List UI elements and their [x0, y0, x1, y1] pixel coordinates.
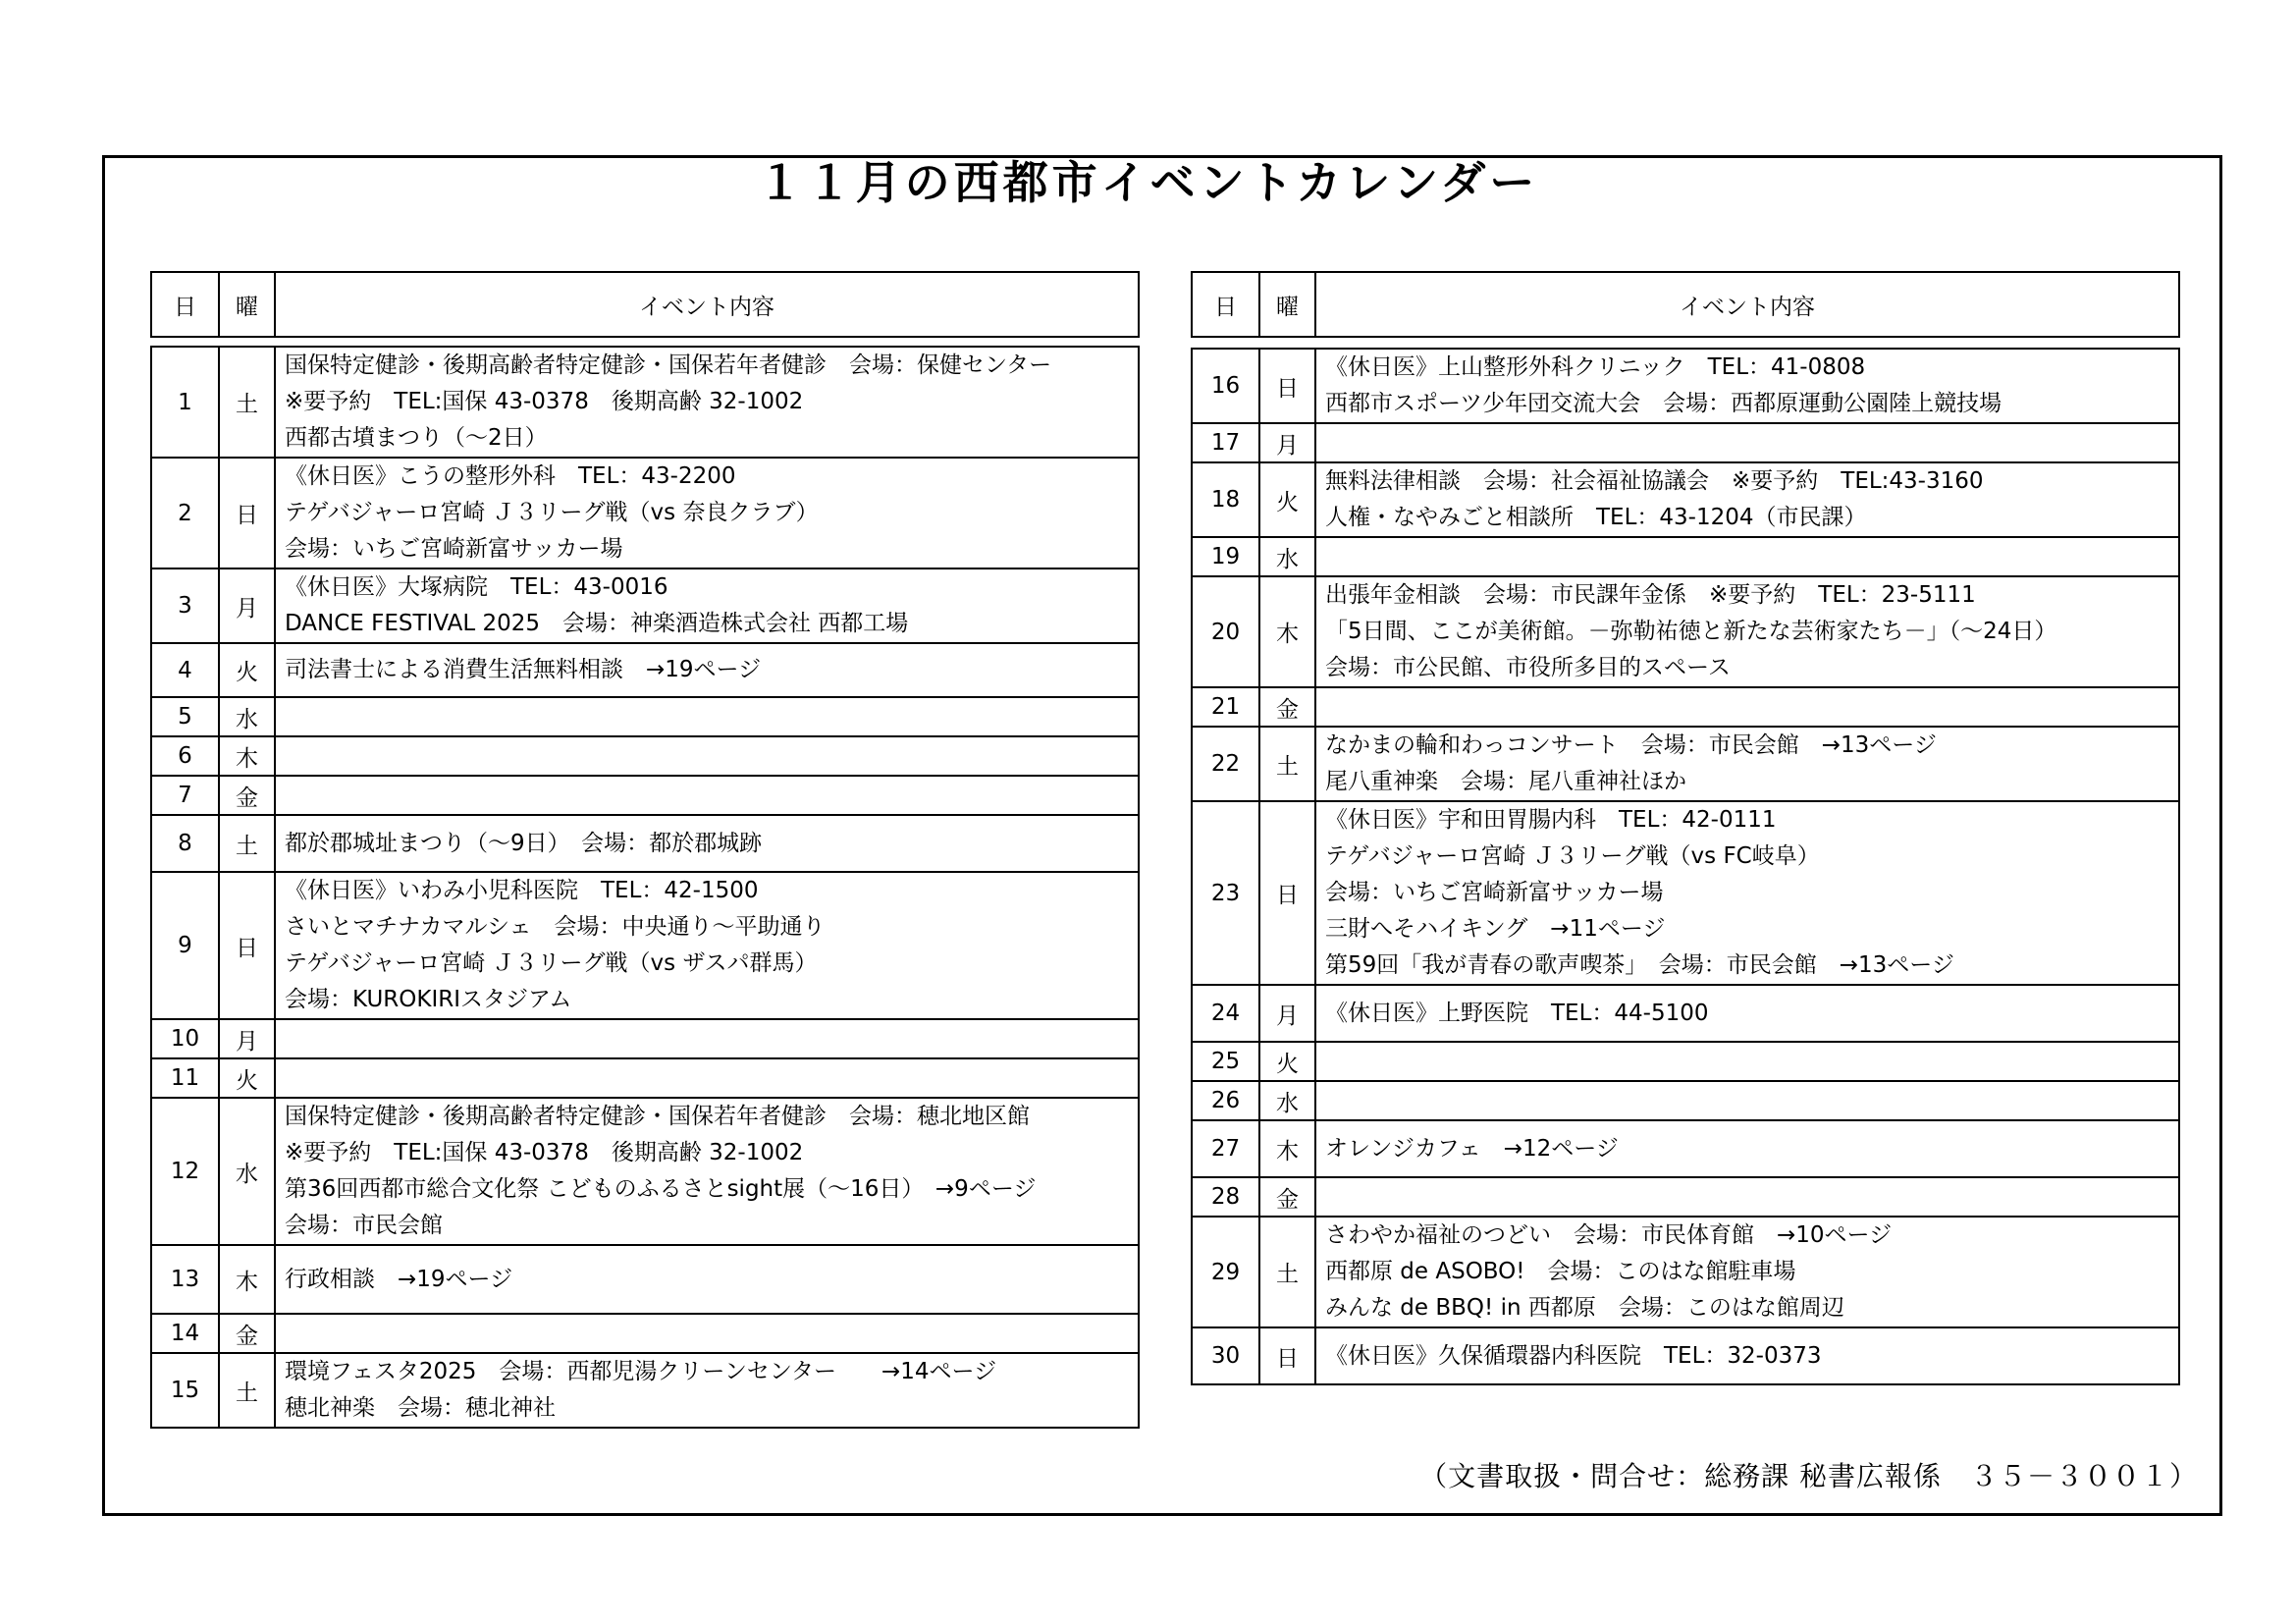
- event-line: 国保特定健診・後期高齢者特定健診・国保若年者健診 会場：穂北地区館: [285, 1104, 1030, 1129]
- weekday: 土: [219, 815, 275, 872]
- event-line: 《休日医》大塚病院 TEL：43-0016: [285, 574, 668, 600]
- event-line: テゲバジャーロ宮崎 Ｊ３リーグ戦（vs ザスパ群馬）: [285, 950, 818, 976]
- event-cell: [275, 1019, 1139, 1058]
- header-gap-row: [1192, 337, 2179, 349]
- event-line: 出張年金相談 会場：市民課年金係 ※要予約 TEL：23-5111: [1325, 582, 1976, 608]
- header-day: 日: [1192, 272, 1259, 337]
- event-cell: [1315, 985, 2179, 1042]
- header-weekday: 曜: [1259, 272, 1315, 337]
- day-number: 10: [151, 1019, 219, 1058]
- contact-footer: （文書取扱・問合せ：総務課 秘書広報係 ３５－３００１）: [1419, 1460, 2198, 1492]
- day-number: 13: [151, 1245, 219, 1314]
- weekday: 水: [1259, 1081, 1315, 1120]
- day-number: 3: [151, 568, 219, 643]
- event-cell: [1315, 349, 2179, 423]
- weekday: 日: [219, 458, 275, 568]
- event-cell: [275, 458, 1139, 568]
- day-number: 2: [151, 458, 219, 568]
- header-gap: [1192, 337, 2179, 349]
- day-number: 1: [151, 347, 219, 458]
- table-row: [151, 643, 1139, 697]
- event-line: ※要予約 TEL:国保 43-0378 後期高齢 32-1002: [285, 1140, 804, 1165]
- weekday: 土: [1259, 1217, 1315, 1327]
- event-cell: [1315, 423, 2179, 462]
- event-cell: [275, 347, 1139, 458]
- day-number: 21: [1192, 687, 1259, 727]
- table-row: [151, 697, 1139, 736]
- weekday: 日: [219, 872, 275, 1019]
- event-cell: [1315, 462, 2179, 537]
- event-line: 無料法律相談 会場：社会福祉協議会 ※要予約 TEL:43-3160: [1325, 468, 1984, 494]
- calendar-table-left: [150, 271, 1140, 1429]
- event-line: みんな de BBQ! in 西都原 会場：このはな館周辺: [1325, 1295, 1844, 1321]
- day-number: 30: [1192, 1327, 1259, 1384]
- day-number: 11: [151, 1058, 219, 1098]
- day-number: 16: [1192, 349, 1259, 423]
- event-line: 《休日医》上野医院 TEL：44-5100: [1325, 1000, 1709, 1026]
- event-line: 行政相談 →19ページ: [285, 1266, 513, 1292]
- table-row: [151, 1353, 1139, 1428]
- day-number: 19: [1192, 537, 1259, 576]
- table-row: [151, 458, 1139, 568]
- table-row: [1192, 801, 2179, 985]
- table-row: [151, 1058, 1139, 1098]
- event-line: 「5日間、ここが美術館。－弥勒祐徳と新たな芸術家たち－」（～24日）: [1325, 619, 2057, 644]
- event-cell: [275, 568, 1139, 643]
- weekday: 水: [219, 1098, 275, 1245]
- event-cell: [275, 872, 1139, 1019]
- weekday: 日: [1259, 801, 1315, 985]
- day-number: 15: [151, 1353, 219, 1428]
- table-row: [151, 1098, 1139, 1245]
- event-line: なかまの輪和わっコンサート 会場：市民会館 →13ページ: [1325, 732, 1937, 758]
- day-number: 18: [1192, 462, 1259, 537]
- day-number: 5: [151, 697, 219, 736]
- table-row: [151, 736, 1139, 776]
- event-cell: [275, 643, 1139, 697]
- event-line: 三財へそハイキング →11ページ: [1325, 916, 1666, 942]
- day-number: 29: [1192, 1217, 1259, 1327]
- table-row: [151, 1245, 1139, 1314]
- weekday: 月: [219, 1019, 275, 1058]
- weekday: 金: [219, 1314, 275, 1353]
- event-line: 《休日医》宇和田胃腸内科 TEL：42-0111: [1325, 807, 1777, 833]
- event-line: さいとマチナカマルシェ 会場：中央通り～平助通り: [285, 914, 826, 940]
- weekday: 金: [1259, 687, 1315, 727]
- table-row: [151, 568, 1139, 643]
- event-cell: [275, 776, 1139, 815]
- header-content: イベント内容: [1315, 272, 2179, 337]
- event-cell: [275, 1314, 1139, 1353]
- table-row: [1192, 462, 2179, 537]
- weekday: 火: [219, 643, 275, 697]
- event-line: 第36回西都市総合文化祭 こどものふるさとsight展（～16日） →9ページ: [285, 1176, 1037, 1202]
- event-line: さわやか福祉のつどい 会場：市民体育館 →10ページ: [1325, 1222, 1893, 1248]
- table-row: [1192, 727, 2179, 801]
- table-row: [151, 347, 1139, 458]
- header-content: イベント内容: [275, 272, 1139, 337]
- header-row: [1192, 272, 2179, 337]
- event-cell: [1315, 801, 2179, 985]
- event-line: 尾八重神楽 会場：尾八重神社ほか: [1325, 769, 1686, 794]
- event-line: 会場：いちご宮崎新富サッカー場: [285, 536, 623, 562]
- day-number: 22: [1192, 727, 1259, 801]
- event-line: 穂北神楽 会場：穂北神社: [285, 1395, 556, 1421]
- day-number: 14: [151, 1314, 219, 1353]
- weekday: 日: [1259, 1327, 1315, 1384]
- day-number: 25: [1192, 1042, 1259, 1081]
- day-number: 8: [151, 815, 219, 872]
- header-gap: [151, 337, 1139, 347]
- event-line: 人権・なやみごと相談所 TEL：43-1204（市民課）: [1325, 505, 1867, 530]
- calendar-table-right: [1191, 271, 2180, 1385]
- day-number: 23: [1192, 801, 1259, 985]
- weekday: 土: [219, 1353, 275, 1428]
- weekday: 月: [1259, 985, 1315, 1042]
- event-line: DANCE FESTIVAL 2025 会場：神楽酒造株式会社 西都工場: [285, 611, 909, 636]
- table-row: [1192, 1120, 2179, 1177]
- day-number: 9: [151, 872, 219, 1019]
- header-row: [151, 272, 1139, 337]
- event-line: 西都古墳まつり（～2日）: [285, 425, 548, 451]
- event-line: 西都市スポーツ少年団交流大会 会場：西都原運動公園陸上競技場: [1325, 391, 2002, 416]
- table-row: [1192, 1081, 2179, 1120]
- event-cell: [1315, 1042, 2179, 1081]
- event-cell: [275, 1353, 1139, 1428]
- weekday: 土: [219, 347, 275, 458]
- event-cell: [275, 1098, 1139, 1245]
- day-number: 24: [1192, 985, 1259, 1042]
- day-number: 12: [151, 1098, 219, 1245]
- table-row: [151, 1314, 1139, 1353]
- event-cell: [1315, 1217, 2179, 1327]
- weekday: 月: [1259, 423, 1315, 462]
- day-number: 28: [1192, 1177, 1259, 1217]
- weekday: 火: [1259, 1042, 1315, 1081]
- table-row: [1192, 423, 2179, 462]
- table-row: [1192, 1042, 2179, 1081]
- weekday: 火: [219, 1058, 275, 1098]
- weekday: 木: [219, 1245, 275, 1314]
- table-row: [151, 872, 1139, 1019]
- weekday: 金: [219, 776, 275, 815]
- table-row: [1192, 1217, 2179, 1327]
- weekday: 木: [219, 736, 275, 776]
- event-line: 《休日医》上山整形外科クリニック TEL：41-0808: [1325, 354, 1866, 380]
- page-title: １１月の西都市イベントカレンダー: [757, 156, 1539, 209]
- table-row: [1192, 985, 2179, 1042]
- event-cell: [1315, 1081, 2179, 1120]
- event-line: 《休日医》久保循環器内科医院 TEL：32-0373: [1325, 1342, 1822, 1369]
- weekday: 土: [1259, 727, 1315, 801]
- event-cell: [1315, 727, 2179, 801]
- event-line: 会場：市公民館、市役所多目的スペース: [1325, 655, 1731, 680]
- event-cell: [1315, 687, 2179, 727]
- event-cell: [275, 1058, 1139, 1098]
- weekday: 金: [1259, 1177, 1315, 1217]
- weekday: 火: [1259, 462, 1315, 537]
- table-row: [151, 815, 1139, 872]
- table-row: [151, 1019, 1139, 1058]
- event-cell: [275, 697, 1139, 736]
- day-number: 27: [1192, 1120, 1259, 1177]
- event-cell: [275, 1245, 1139, 1314]
- header-weekday: 曜: [219, 272, 275, 337]
- weekday: 水: [219, 697, 275, 736]
- event-line: テゲバジャーロ宮崎 Ｊ３リーグ戦（vs FC岐阜）: [1325, 843, 1820, 869]
- day-number: 26: [1192, 1081, 1259, 1120]
- day-number: 20: [1192, 576, 1259, 687]
- header-day: 日: [151, 272, 219, 337]
- event-line: 環境フェスタ2025 会場：西都児湯クリーンセンター →14ページ: [285, 1359, 997, 1384]
- weekday: 水: [1259, 537, 1315, 576]
- event-cell: [1315, 1327, 2179, 1384]
- header-gap-row: [151, 337, 1139, 347]
- weekday: 日: [1259, 349, 1315, 423]
- event-line: オレンジカフェ →12ページ: [1325, 1135, 1619, 1162]
- event-cell: [1315, 1177, 2179, 1217]
- event-cell: [1315, 537, 2179, 576]
- day-number: 4: [151, 643, 219, 697]
- weekday: 木: [1259, 576, 1315, 687]
- day-number: 7: [151, 776, 219, 815]
- table-row: [1192, 576, 2179, 687]
- event-cell: [275, 736, 1139, 776]
- table-row: [151, 776, 1139, 815]
- event-cell: [1315, 1120, 2179, 1177]
- table-row: [1192, 1177, 2179, 1217]
- weekday: 木: [1259, 1120, 1315, 1177]
- event-line: 第59回「我が青春の歌声喫茶」 会場：市民会館 →13ページ: [1325, 952, 1954, 978]
- event-line: テゲバジャーロ宮崎 Ｊ３リーグ戦（vs 奈良クラブ）: [285, 500, 819, 525]
- event-line: 国保特定健診・後期高齢者特定健診・国保若年者健診 会場：保健センター: [285, 352, 1052, 378]
- table-row: [1192, 537, 2179, 576]
- event-cell: [1315, 576, 2179, 687]
- table-row: [1192, 349, 2179, 423]
- day-number: 6: [151, 736, 219, 776]
- event-cell: [275, 815, 1139, 872]
- event-line: 司法書士による消費生活無料相談 →19ページ: [285, 657, 762, 682]
- weekday: 月: [219, 568, 275, 643]
- table-row: [1192, 687, 2179, 727]
- day-number: 17: [1192, 423, 1259, 462]
- table-row: [1192, 1327, 2179, 1384]
- event-line: ※要予約 TEL:国保 43-0378 後期高齢 32-1002: [285, 389, 804, 414]
- event-line: 会場：市民会館: [285, 1213, 443, 1238]
- event-line: 《休日医》いわみ小児科医院 TEL：42-1500: [285, 878, 759, 903]
- event-line: 都於郡城址まつり（～9日） 会場：都於郡城跡: [285, 830, 763, 856]
- event-line: 《休日医》こうの整形外科 TEL：43-2200: [285, 463, 736, 489]
- event-line: 会場：いちご宮崎新富サッカー場: [1325, 880, 1664, 905]
- event-line: 西都原 de ASOBO! 会場：このはな館駐車場: [1325, 1259, 1796, 1284]
- event-line: 会場：KUROKIRIスタジアム: [285, 987, 572, 1012]
